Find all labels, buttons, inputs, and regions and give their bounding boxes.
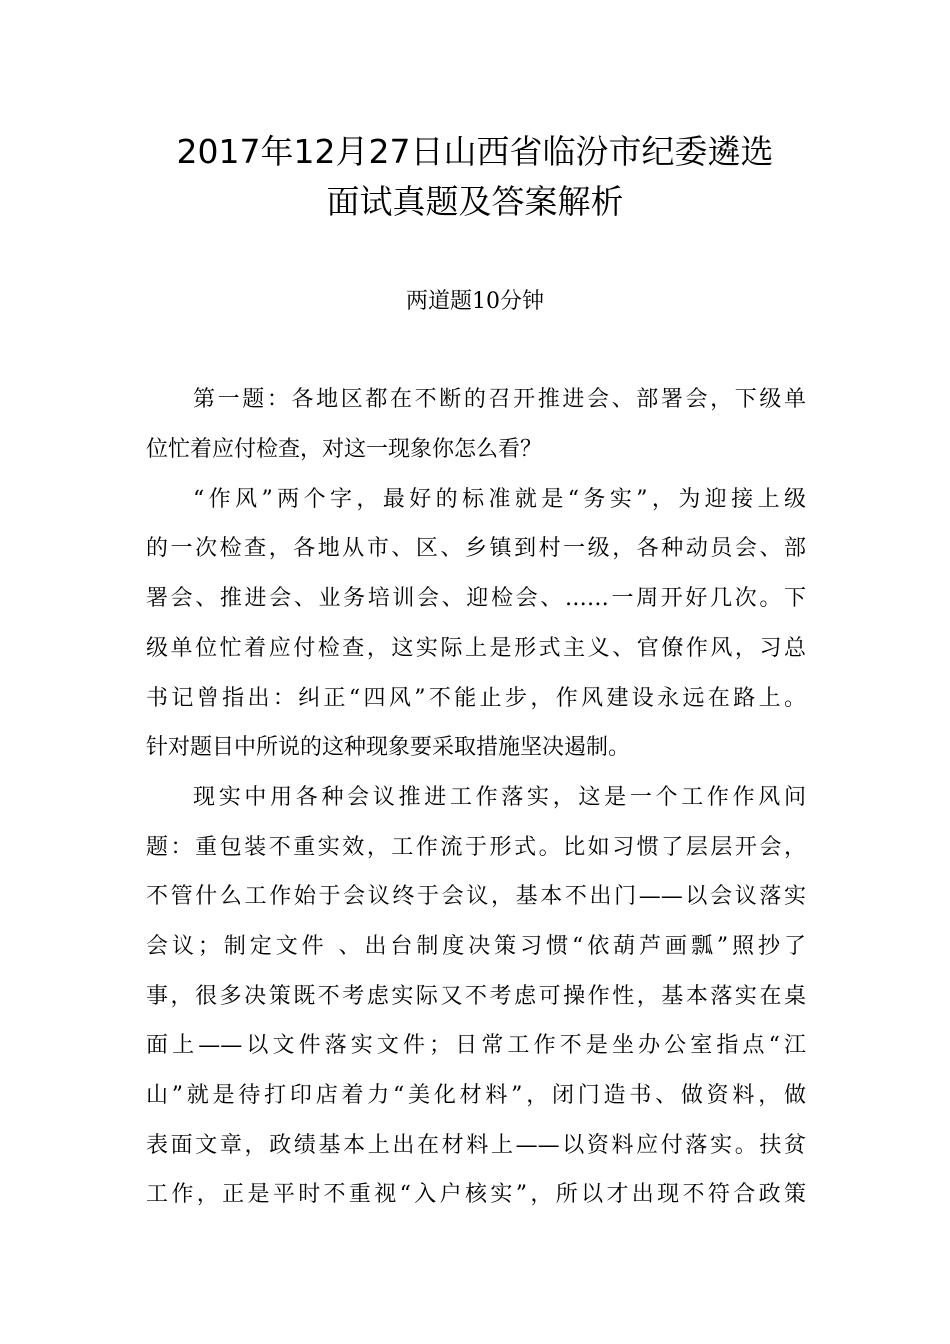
body-text-line: 题：重包装不重实效，工作流于形式。比如习惯了层层开会， [146,835,806,860]
body-text-line: 级单位忙着应付检查，这实际上是形式主义、官僚作风，习总 [146,636,806,661]
body-text-line: 表面文章，政绩基本上出在材料上——以资料应付落实。扶贫 [146,1133,806,1158]
body-text-line: 不管什么工作始于会议终于会议，基本不出门——以会议落实 [146,884,806,909]
body-text-line: 事，很多决策既不考虑实际又不考虑可操作性，基本落实在桌 [146,984,806,1009]
body-text-line: 工作，正是平时不重视“入户核实”，所以才出现不符合政策 [146,1182,806,1207]
body-text-line: 面上——以文件落实文件；日常工作不是坐办公室指点“江 [146,1033,806,1058]
body-text-line: 署会、推进会、业务培训会、迎检会、……一周开好几次。下 [146,586,806,611]
question-1-line: 位忙着应付检查，对这一现象你怎么看？ [146,437,543,462]
question-1-line: 第一题：各地区都在不断的召开推进会、部署会，下级单 [193,387,806,412]
body-text-line: 书记曾指出：纠正“四风”不能止步，作风建设永远在路上。 [146,686,806,711]
document-title-line-1: 2017年12月27日山西省临汾市纪委遴选 [176,132,774,171]
document-subtitle: 两道题10分钟 [406,289,544,314]
body-text-line: 会议；制定文件 、出台制度决策习惯“依葫芦画瓢”照抄了 [146,934,806,959]
body-text-line: 现实中用各种会议推进工作落实，这是一个工作作风问 [193,785,806,810]
document-title-line-2: 面试真题及答案解析 [326,182,624,221]
body-text-line: 的一次检查，各地从市、区、乡镇到村一级，各种动员会、部 [146,536,806,561]
body-text-line: “作风”两个字，最好的标准就是“务实”，为迎接上级 [193,487,806,512]
body-text-line: 针对题目中所说的这种现象要采取措施坚决遏制。 [146,735,631,760]
body-text-line: 山”就是待打印店着力“美化材料”，闭门造书、做资料，做 [146,1083,806,1108]
